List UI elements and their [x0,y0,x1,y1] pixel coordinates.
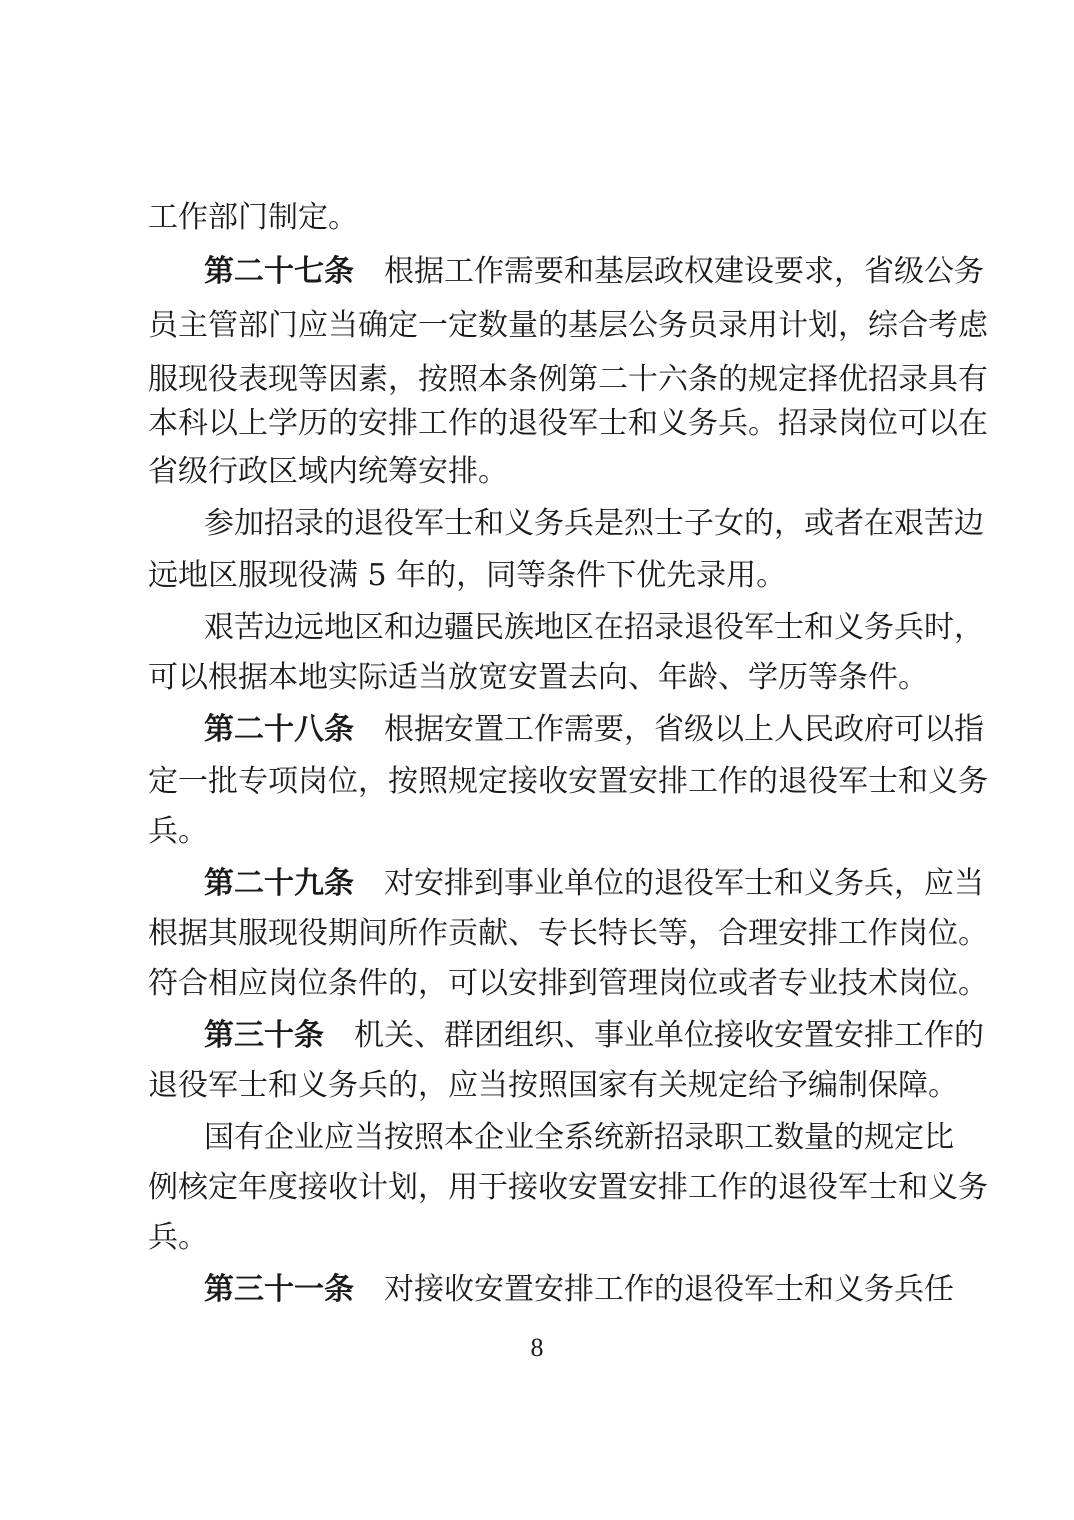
text-line [148,914,988,954]
article-heading: 第二十七条 [204,254,354,289]
article-heading: 第三十一条 [204,1272,354,1307]
line-text: 机关、群团组织、事业单位接收安置安排工作的 [354,1018,984,1053]
line-text: 员主管部门应当确定一定数量的基层公务员录用计划，综合考虑 [148,308,988,343]
text-line [148,306,988,346]
text-line [148,1168,988,1208]
text-line [148,1066,958,1106]
text-line [204,710,984,750]
text-line [148,404,988,444]
text-line [148,762,988,802]
text-line [204,504,984,544]
text-line [148,556,940,596]
text-line [148,452,940,492]
text-line [148,1218,940,1258]
text-line [148,812,940,852]
line-text: 定一批专项岗位，按照规定接收安置安排工作的退役军士和义务 [148,764,988,799]
article-heading: 第二十八条 [204,712,354,747]
page-number: 8 [530,1333,544,1362]
line-text: 服现役表现等因素，按照本条例第二十六条的规定择优招录具有 [148,362,988,397]
line-text: 兵。 [148,814,208,849]
text-line [204,1270,954,1310]
line-text: 例核定年度接收计划，用于接收安置安排工作的退役军士和义务 [148,1170,988,1205]
line-text: 艰苦边远地区和边疆民族地区在招录退役军士和义务兵时， [204,610,984,645]
text-line [148,658,940,698]
line-text: 远地区服现役满 5 年的，同等条件下优先录用。 [148,558,787,593]
line-text: 根据其服现役期间所作贡献、专长特长等，合理安排工作岗位。 [148,916,988,951]
text-line [204,1016,984,1056]
line-text: 符合相应岗位条件的，可以安排到管理岗位或者专业技术岗位。 [148,966,988,1001]
article-heading: 第三十条 [204,1018,324,1053]
line-text: 根据工作需要和基层政权建设要求，省级公务 [384,254,984,289]
text-line [148,360,988,400]
line-text: 兵。 [148,1220,208,1255]
text-line [204,608,984,648]
line-text: 对安排到事业单位的退役军士和义务兵，应当 [384,866,984,901]
line-text: 参加招录的退役军士和义务兵是烈士子女的，或者在艰苦边 [204,506,984,541]
line-text: 退役军士和义务兵的，应当按照国家有关规定给予编制保障。 [148,1068,958,1103]
line-text: 对接收安置安排工作的退役军士和义务兵任 [384,1272,954,1307]
line-text: 工作部门制定。 [148,200,358,235]
line-text: 国有企业应当按照本企业全系统新招录职工数量的规定比 [204,1120,954,1155]
text-line [148,198,940,238]
text-line [148,964,988,1004]
text-line [204,252,984,292]
text-line [204,1118,954,1158]
line-text: 省级行政区域内统筹安排。 [148,454,508,489]
line-text: 根据安置工作需要，省级以上人民政府可以指 [384,712,984,747]
text-line [204,864,984,904]
line-text: 可以根据本地实际适当放宽安置去向、年龄、学历等条件。 [148,660,928,695]
article-heading: 第二十九条 [204,866,354,901]
line-text: 本科以上学历的安排工作的退役军士和义务兵。招录岗位可以在 [148,406,988,441]
